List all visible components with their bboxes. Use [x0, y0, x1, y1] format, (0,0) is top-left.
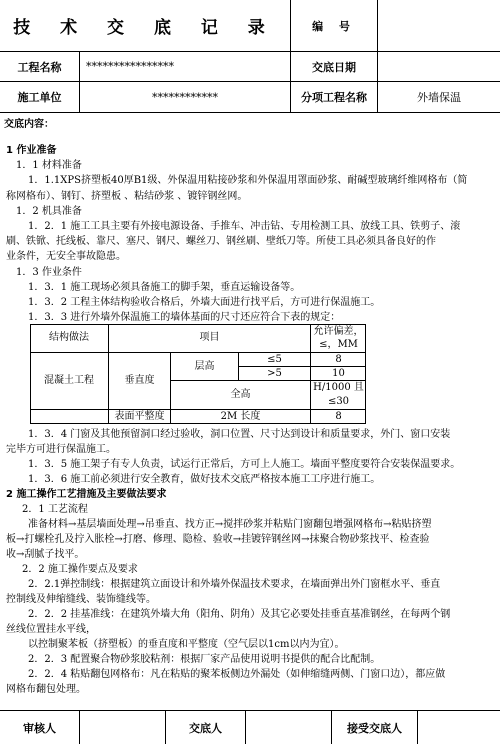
content-line: 2．2 施工操作要点及要求	[22, 564, 138, 575]
col-item: 项目	[199, 332, 220, 343]
content-line: 完毕方可进行保温施工。	[6, 444, 116, 455]
content-line: 1．3．2 工程主体结构验收合格后，外墙大面进行找平后，方可进行保温施工。	[28, 297, 381, 308]
content-line: 2．2．3 配置聚合物砂浆胶粘剂：根据厂家产品使用说明书提供的配合比配制。	[28, 654, 381, 665]
project-name-label: 工程名称	[17, 60, 62, 74]
content-line: 2．1 工艺流程	[22, 504, 88, 515]
subproject-label: 分项工程名称	[301, 91, 367, 104]
disclosure-content	[0, 113, 500, 710]
col-structure-method: 结构做法	[49, 332, 89, 343]
number-value	[378, 0, 500, 51]
content-line: 1．3．4 门窗及其他预留洞口经过验收，洞口位置、尺寸达到设计和质量要求，外门、窗口安装	[28, 429, 451, 440]
value-full: H/1000 且	[313, 382, 364, 393]
content-line: 准备材料→基层墙面处理→吊垂直、找方正→搅拌砂浆并粘贴门窗翻包增强网格布→粘贴挤塑	[28, 519, 432, 530]
reviewer-value	[80, 711, 165, 744]
content-line: 以控制聚苯板（挤塑板）的垂直度和平整度（空气层以1cm以内为宜）。	[28, 639, 345, 650]
content-line: 网格布翻包处理。	[6, 684, 86, 695]
title-row	[0, 0, 500, 52]
value-le5: 8	[335, 353, 342, 365]
content-heading: 交底内容：	[4, 119, 54, 130]
receiver-label: 接受交底人	[347, 721, 402, 735]
row-gt5: >5	[267, 367, 282, 379]
content-line: 2．2.1弹控制线：根据建筑立面设计和外墙外保温技术要求，在墙面弹出外门窗框水平、垂直	[28, 579, 441, 590]
presenter-value	[246, 711, 331, 744]
content-line: 控制线及伸缩缝线、装饰缝线等。	[6, 594, 156, 605]
content-line: 2．2．4 粘贴翻包网格布：凡在粘贴的聚苯板侧边外漏处（如伸缩缝两侧、门窗口边），都应做	[28, 669, 446, 680]
row-floor-height: 层高	[194, 360, 215, 372]
presenter-label: 交底人	[189, 721, 222, 735]
content-line: 2．2．2 挂基准线：在建筑外墙大角（阳角、阴角）及其它必要处挂垂直基准钢丝，在每两个钢	[28, 609, 451, 620]
col-tolerance-unit: ≤，MM	[319, 339, 358, 350]
content-line: 1．1.1XPS挤塑板40厚B1级、外保温用粘接砂浆和外保温用罩面砂浆、耐碱型玻璃纤维网格布（简	[28, 175, 468, 187]
col-tolerance: 允许偏差，	[313, 326, 364, 337]
signature-row	[0, 710, 500, 744]
unit-value: ************	[152, 90, 218, 104]
content-line: 2 施工操作工艺措施及主要做法要求	[6, 489, 167, 500]
content-line: 1．1 材料准备	[16, 160, 82, 172]
row-full-height: 全高	[230, 389, 251, 400]
subproject-value: 外墙保温	[417, 91, 461, 104]
row-flat-length: 2M 长度	[220, 410, 261, 422]
doc-title: 技 术 交 底 记 录	[13, 18, 277, 38]
content-line: 刷、铁锨、托线板、靠尺、塞尺、钢尺、螺丝刀、钢丝刷、壁纸刀等。所使工具必须具备良好的作	[6, 236, 436, 248]
tolerance-table	[30, 324, 366, 424]
content-line: 丝线位置挂水平线，	[6, 624, 96, 635]
row-concrete: 混凝土工程	[44, 375, 94, 386]
content-line: 1．2．1 施工工具主要有外接电源设备、手推车、冲击钻、专用检测工具、放线工具、铁剪子、滚	[28, 221, 461, 232]
value-flat: 8	[335, 410, 342, 422]
project-row	[0, 52, 500, 82]
content-line: 1．3．5 施工架子有专人负责，试运行正常后，方可上人施工。墙面平整度要符合安装保温要求。	[28, 459, 461, 470]
receiver-value	[418, 711, 500, 744]
row-le5: ≤5	[267, 353, 282, 365]
content-line: 1 作业准备	[6, 145, 57, 156]
content-line: 1．3．3 进行外墙外保温施工的墙体基面的尺寸还应符合下表的规定：	[28, 312, 341, 324]
content-line: 收→刮腻子找平。	[6, 549, 85, 560]
content-line: 1．3 作业条件	[16, 266, 82, 278]
reviewer-label: 审核人	[23, 721, 56, 735]
content-line: 称网格布）、钢钉、挤塑板 、粘结砂浆 、镀锌钢丝网。	[6, 190, 248, 202]
row-verticality: 垂直度	[124, 375, 155, 386]
value-full-2: ≤30	[327, 396, 350, 407]
unit-row	[0, 82, 500, 113]
content-line: 板→打螺栓孔及拧入胀栓→打磨、修理、隐检、验收→挂镀锌钢丝网→抹聚合物砂浆找平、检查验	[6, 534, 430, 545]
date-label: 交底日期	[312, 60, 356, 74]
project-name-value: ****************	[86, 60, 174, 73]
unit-label: 施工单位	[17, 91, 62, 104]
number-label: 编 号	[312, 19, 356, 33]
content-line: 业条件，无安全事故隐患。	[6, 251, 126, 263]
content-line: 1．3．6 施工前必须进行安全教育，做好技术交底严格按本施工工序进行施工。	[28, 474, 381, 485]
value-gt5: 10	[332, 367, 345, 379]
date-value	[378, 52, 500, 81]
content-line: 1．3．1 施工现场必须具备施工的脚手架，垂直运输设备等。	[28, 281, 301, 293]
content-line: 1．2 机具准备	[16, 205, 82, 217]
row-flatness: 表面平整度	[114, 410, 165, 422]
